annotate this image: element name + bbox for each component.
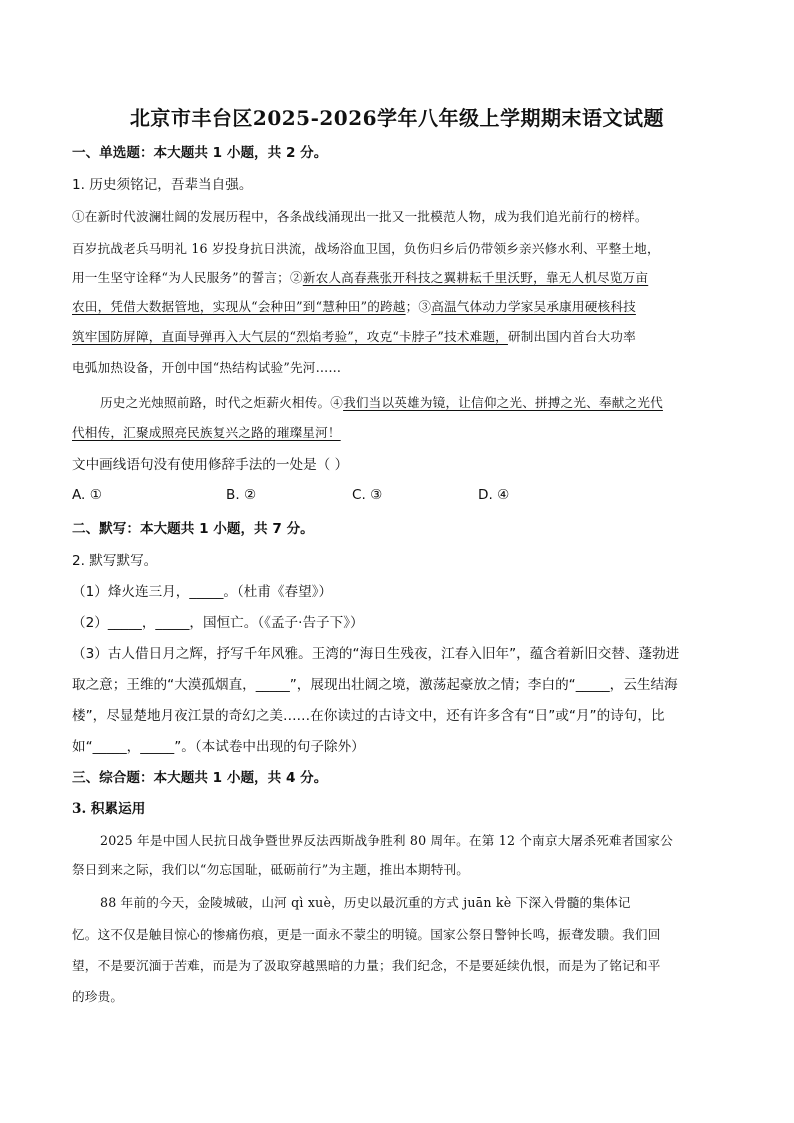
question-3-stem: 3. 积累运用 — [72, 801, 146, 817]
underlined-sentence-4-cont: 代相传，汇聚成照亮民族复兴之路的璀璨星河！ — [72, 425, 341, 440]
dictation-item-1: （1）烽火连三月，_____。（杜甫《春望》） — [72, 584, 333, 600]
passage-text: 研制出国内首台大功率 — [507, 329, 636, 344]
passage-line: 电弧加热设备，开创中国“热结构试验”先河…… — [72, 360, 342, 375]
passage-text: ；③ — [405, 299, 432, 314]
underlined-sentence-3: 高温气体动力学家吴承康用硬核科技 — [431, 299, 636, 314]
section-1-header: 一、单选题：本大题共 1 小题，共 2 分。 — [72, 145, 328, 161]
underlined-sentence-2: 新农人高春燕张开科技之翼耕耘千里沃野，靠无人机尽览万亩 — [302, 270, 649, 285]
article-line: 祭日到来之际，我们以“勿忘国耻，砥砺前行”为主题，推出本期特刊。 — [72, 862, 470, 877]
page-title: 北京市丰台区2025-2026学年八年级上学期期末语文试题 — [129, 106, 665, 130]
option-c[interactable]: C. ③ — [352, 487, 383, 503]
passage-line — [72, 327, 722, 347]
passage-line — [72, 297, 722, 317]
article-line: 88 年前的今天，金陵城破，山河 qì xuè，历史以最沉重的方式 juān kè 下深入骨髓的集体记 — [100, 895, 631, 910]
dictation-item-3-line: 取之意；王维的“大漠孤烟直，_____”，展现出壮阔之境，激荡起豪放之情；李白的“_____，云生结海 — [72, 677, 678, 693]
underlined-sentence-2-cont: 农田，凭借大数据管地，实现从“会种田”到“慧种田”的跨越 — [72, 299, 406, 314]
question-2-stem: 2. 默写默写。 — [72, 553, 158, 569]
article-line: 忆。这不仅是触目惊心的惨痛伤痕，更是一面永不蒙尘的明镜。国家公祭日警钟长鸣，振聋发聩。我们回 — [72, 927, 661, 942]
section-3-header: 三、综合题：本大题共 1 小题，共 4 分。 — [72, 770, 328, 786]
passage-line: 百岁抗战老兵马明礼 16 岁投身抗日洪流，战场浴血卫国，负伤归乡后仍带领乡亲兴修水利、平整土地， — [72, 241, 660, 256]
option-b[interactable]: B. ② — [226, 487, 257, 503]
article-line: 望，不是要沉湎于苦难，而是为了汲取穿越黑暗的力量；我们纪念，不是要延续仇恨，而是为了铭记和平 — [72, 958, 661, 973]
question-1-prompt: 文中画线语句没有使用修辞手法的一处是（ ） — [72, 457, 349, 473]
option-a[interactable]: A. ① — [72, 487, 102, 503]
article-line: 的珍贵。 — [72, 989, 124, 1004]
dictation-item-3-line: 如“_____，_____”。（本试卷中出现的句子除外） — [72, 739, 365, 755]
underlined-sentence-3-cont: 筑牢国防屏障，直面导弹再入大气层的“烈焰考验”，攻克“卡脖子”技术难题， — [72, 329, 508, 344]
dictation-item-3-line: 楼”，尽显楚地月夜江景的奇幻之美……在你读过的古诗文中，还有许多含有“日”或“月”的诗句，比 — [72, 708, 665, 724]
passage-line — [72, 423, 722, 443]
passage-line: ①在新时代波澜壮阔的发展历程中，各条战线涌现出一批又一批模范人物，成为我们追光前行的榜样。 — [72, 209, 648, 224]
question-1-stem: 1. 历史须铭记，吾辈当自强。 — [72, 177, 253, 193]
dictation-item-3: （3）古人借日月之辉，抒写千年风雅。王湾的“海日生残夜，江春入旧年”，蕴含着新旧交替、蓬勃进 — [72, 646, 680, 662]
article-line: 2025 年是中国人民抗日战争暨世界反法西斯战争胜利 80 周年。在第 12 个南京大屠杀死难者国家公 — [100, 833, 673, 848]
section-2-header: 二、默写：本大题共 1 小题，共 7 分。 — [72, 521, 314, 537]
dictation-item-2: （2）_____，_____，国恒亡。（《孟子·告子下》） — [72, 615, 364, 631]
option-d[interactable]: D. ④ — [478, 487, 510, 503]
passage-text: 历史之光烛照前路，时代之炬薪火相传。④ — [100, 395, 344, 410]
passage-line — [72, 268, 722, 288]
passage-text: 用一生坚守诠释“为人民服务”的誓言；② — [72, 270, 303, 285]
underlined-sentence-4: 我们当以英雄为镜，让信仰之光、拼搏之光、奉献之光代 — [343, 395, 663, 410]
passage-line — [72, 393, 750, 413]
